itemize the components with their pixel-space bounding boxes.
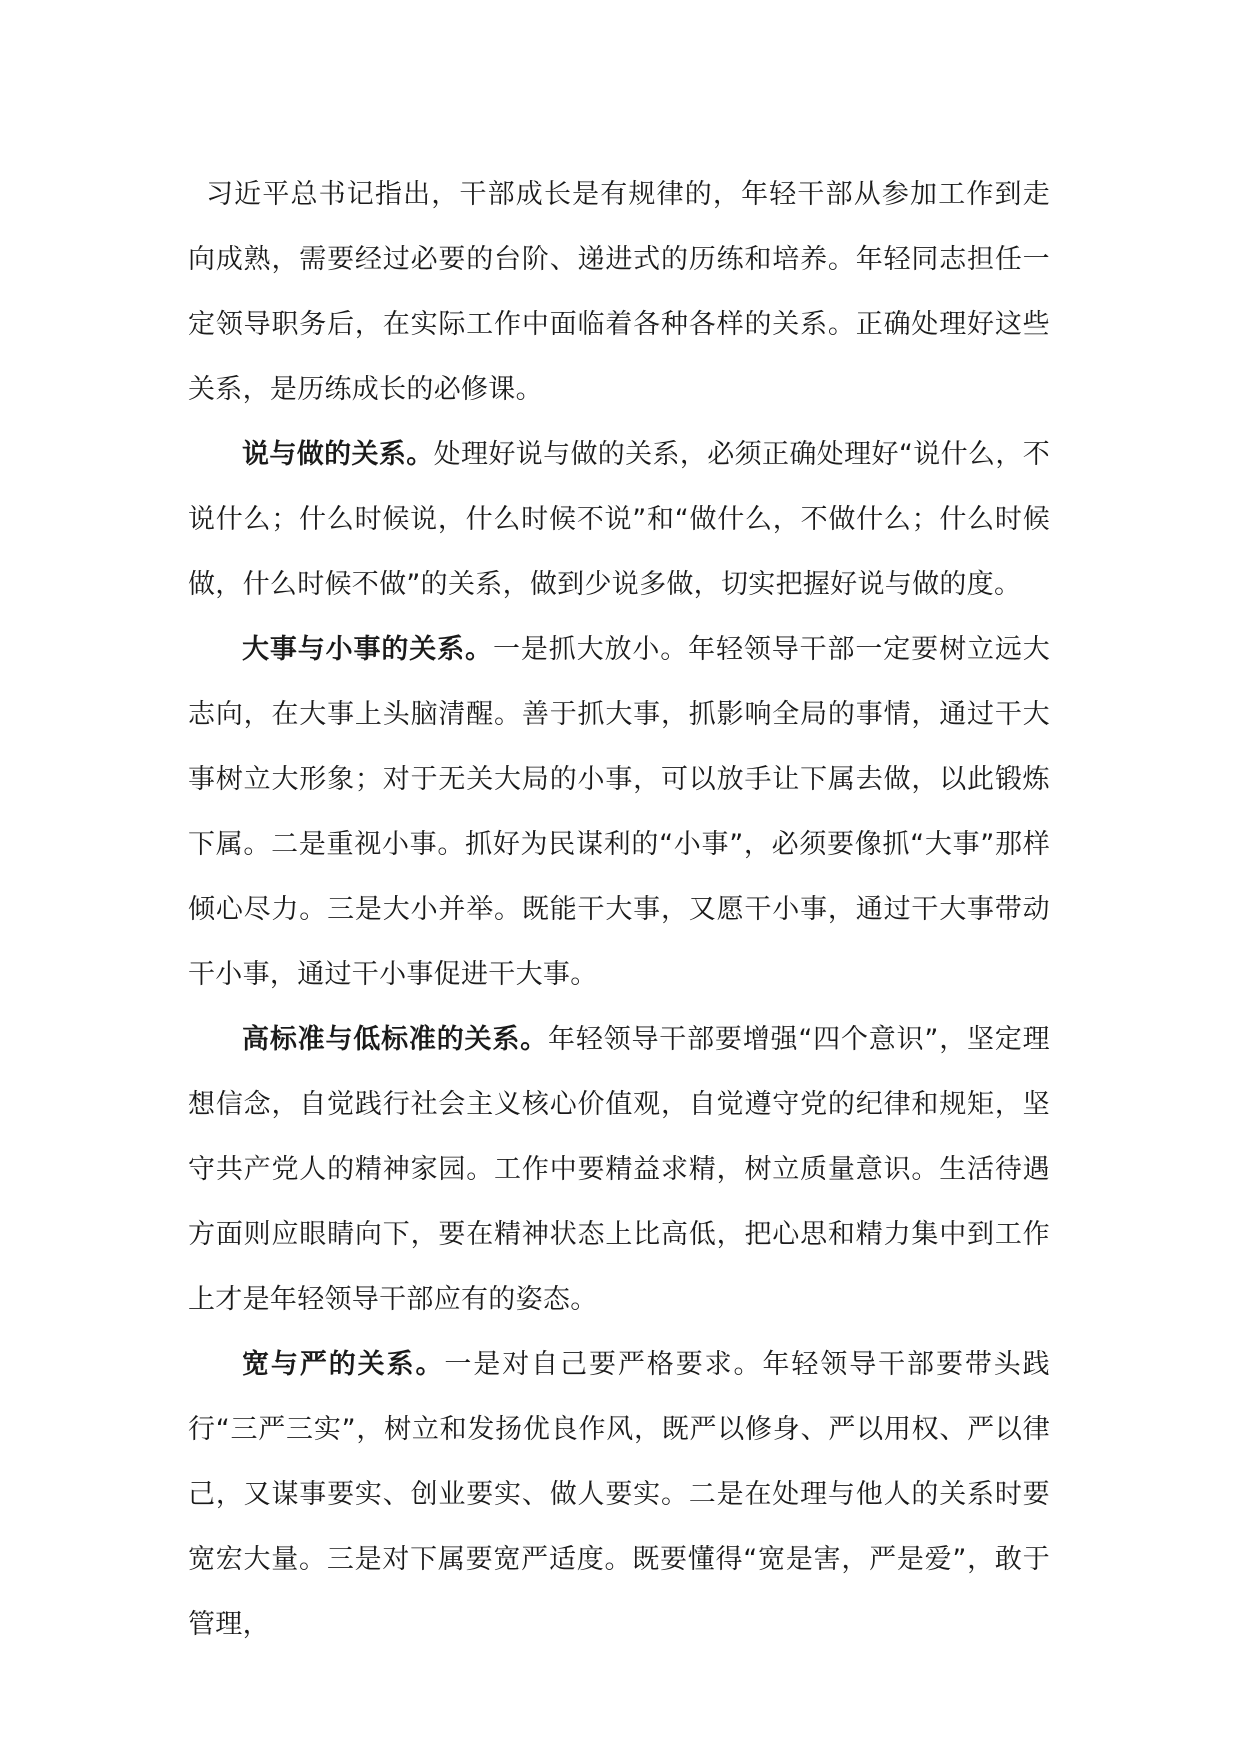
paragraph-speech-action [188, 422, 1050, 617]
paragraph-text: 处理好说与做的关系，必须正确处理好“说什么，不说什么；什么时候说，什么时候不说”和“做什么，不做什么；什么时候做，什么时候不做”的关系，做到少说多做，切实把握好说与做的度。 [188, 439, 1050, 600]
section-heading: 高标准与低标准的关系。 [242, 1024, 548, 1055]
paragraph-lenient-strict [188, 1332, 1050, 1657]
paragraph-intro [188, 162, 1050, 422]
section-heading: 说与做的关系。 [242, 439, 434, 470]
paragraph-standards [188, 1007, 1050, 1332]
section-heading: 宽与严的关系。 [242, 1349, 445, 1380]
section-heading: 大事与小事的关系。 [242, 634, 493, 665]
paragraph-text: 一是对自己要严格要求。年轻领导干部要带头践行“三严三实”，树立和发扬优良作风，既严以修身、严以用权、严以律己，又谋事要实、创业要实、做人要实。二是在处理与他人的关系时要宽宏大量。三是对下属要宽严适度。既要懂得“宽是害，严是爱”，敢于管理， [188, 1349, 1050, 1640]
paragraph-big-small [188, 617, 1050, 1007]
paragraph-text: 年轻领导干部要增强“四个意识”，坚定理想信念，自觉践行社会主义核心价值观，自觉遵守党的纪律和规矩，坚守共产党人的精神家园。工作中要精益求精，树立质量意识。生活待遇方面则应眼睛向下，要在精神状态上比高低，把心思和精力集中到工作上才是年轻领导干部应有的姿态。 [188, 1024, 1050, 1315]
paragraph-text: 一是抓大放小。年轻领导干部一定要树立远大志向，在大事上头脑清醒。善于抓大事，抓影响全局的事情，通过干大事树立大形象；对于无关大局的小事，可以放手让下属去做，以此锻炼下属。二是重视小事。抓好为民谋利的“小事”，必须要像抓“大事”那样倾心尽力。三是大小并举。既能干大事，又愿干小事，通过干大事带动干小事，通过干小事促进干大事。 [188, 634, 1051, 990]
document-page [188, 162, 1050, 1657]
paragraph-text: 习近平总书记指出，干部成长是有规律的，年轻干部从参加工作到走向成熟，需要经过必要的台阶、递进式的历练和培养。年轻同志担任一定领导职务后，在实际工作中面临着各种各样的关系。正确处理好这些关系，是历练成长的必修课。 [188, 179, 1050, 405]
